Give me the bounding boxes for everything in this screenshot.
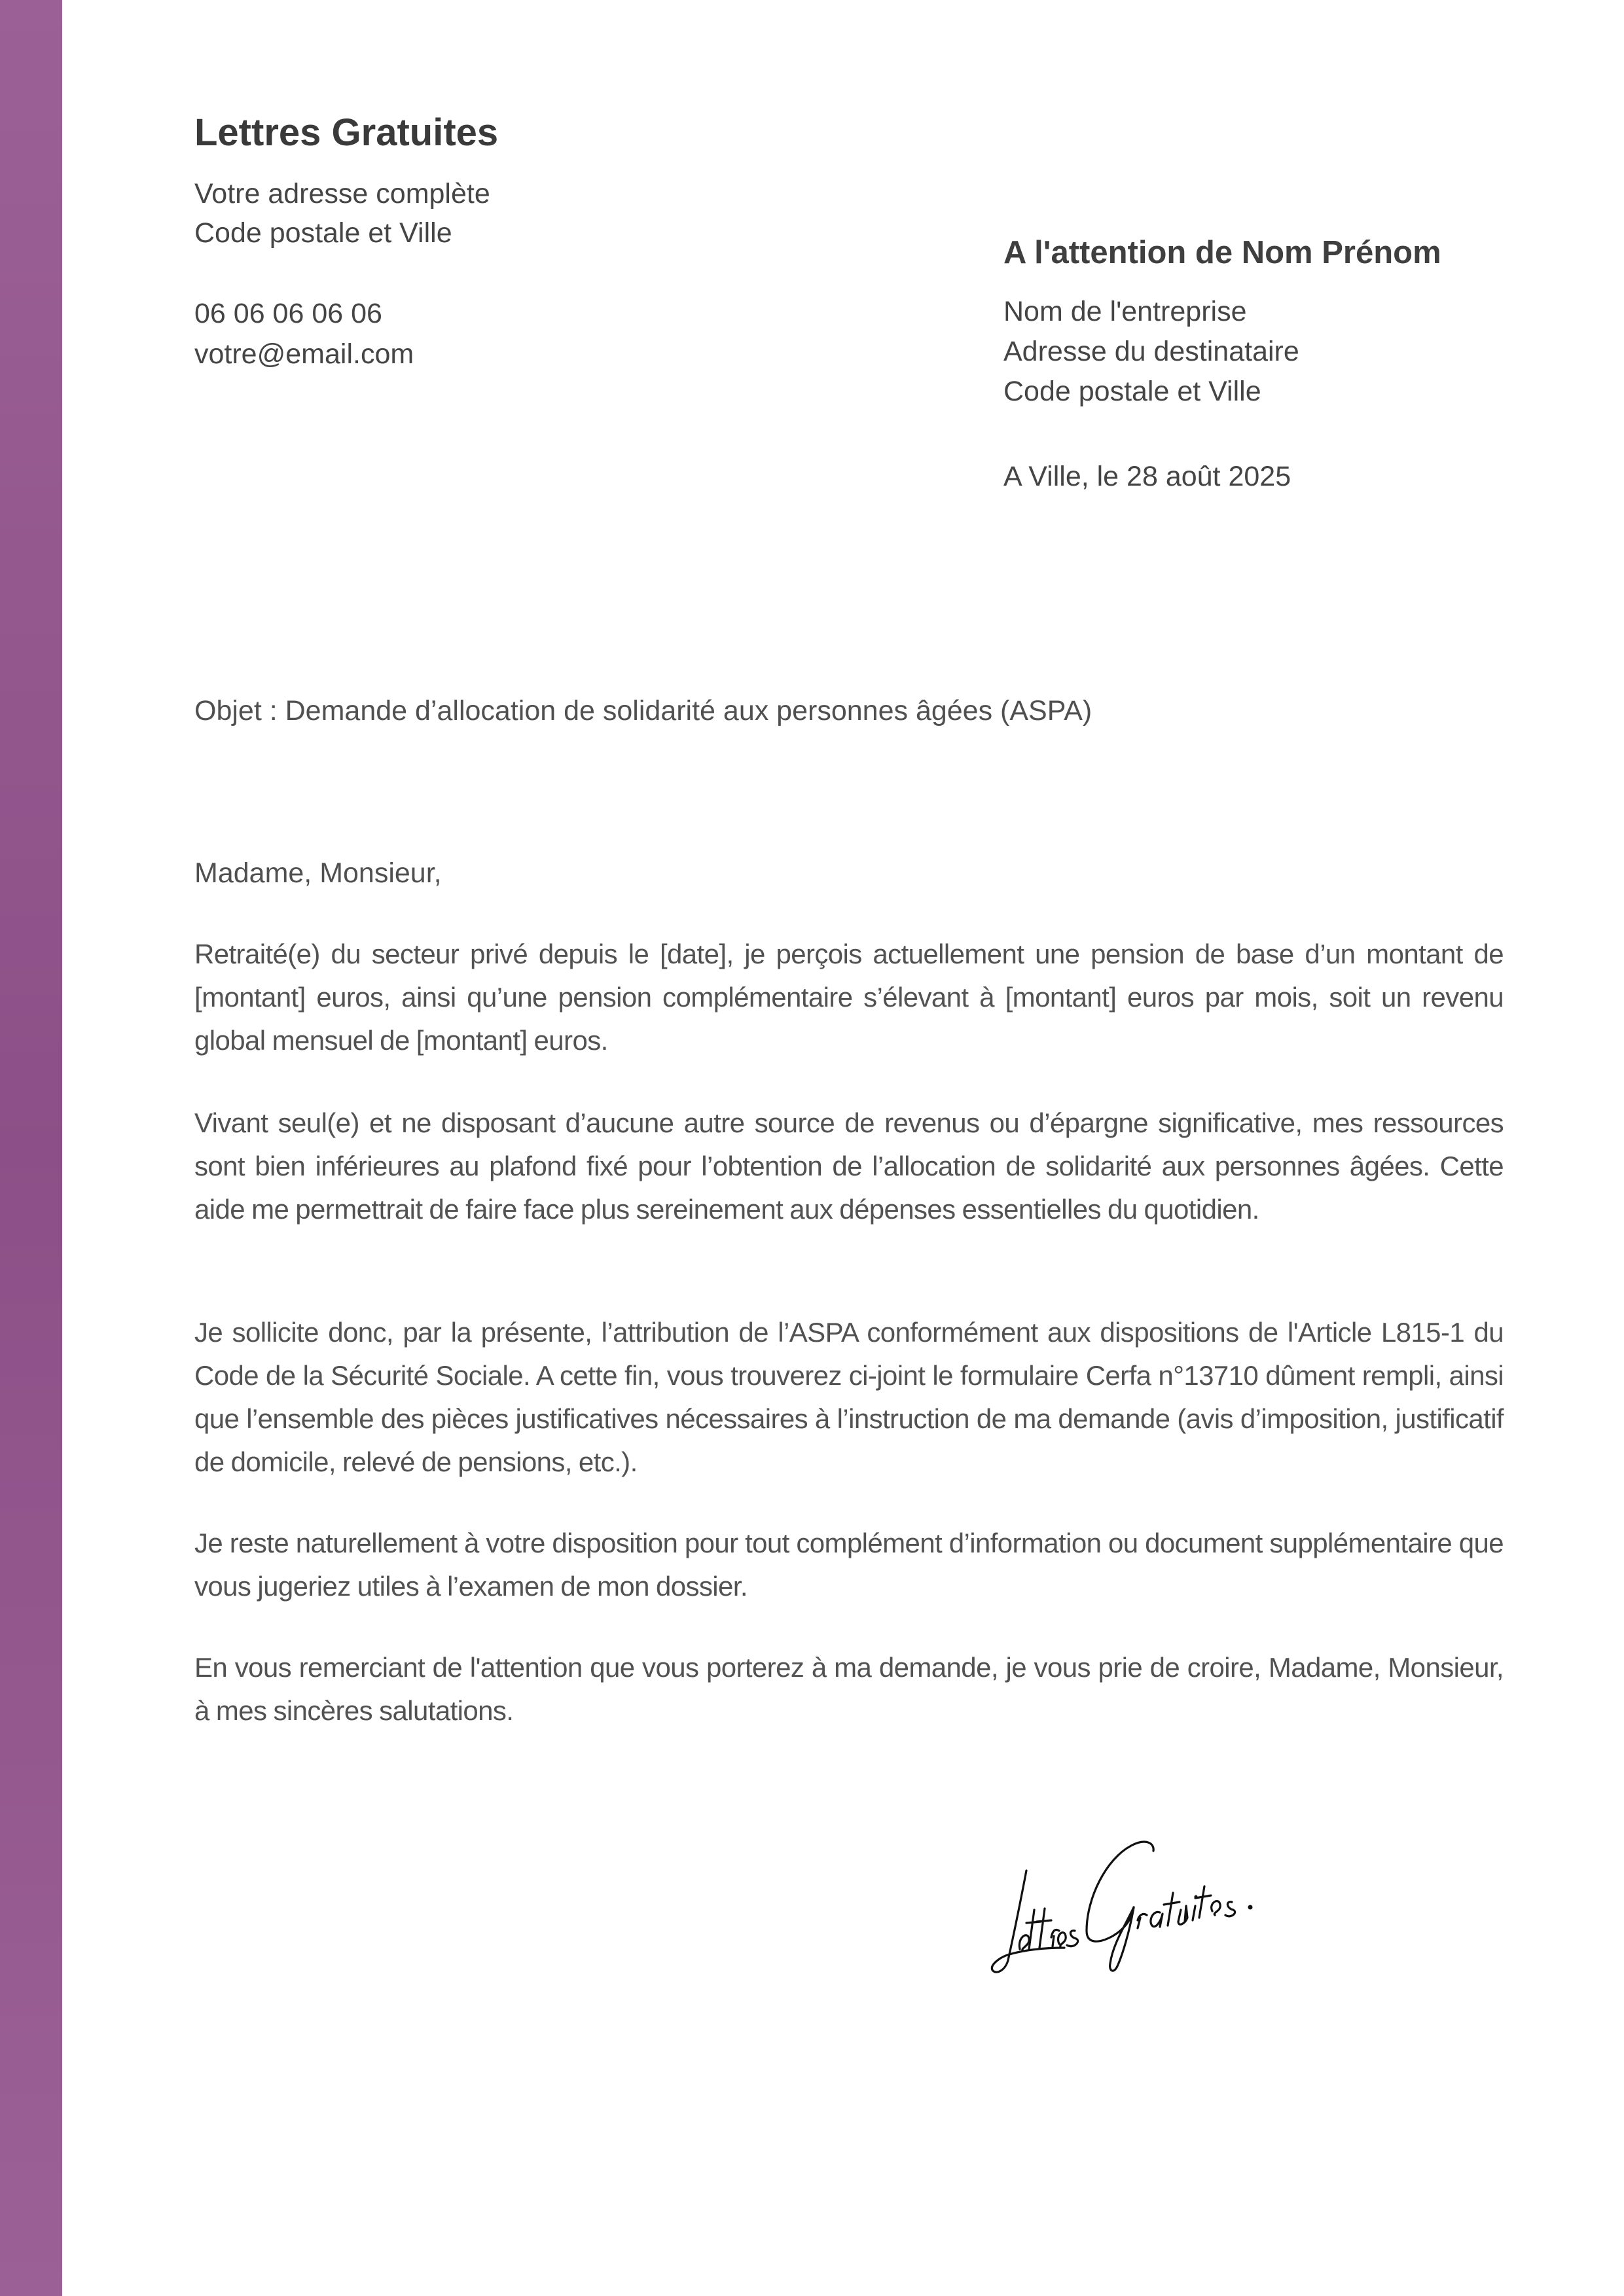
handwritten-signature xyxy=(982,1839,1362,1983)
closing-paragraph: En vous remerciant de l'attention que vous porterez à ma demande, je vous prie de croire, Madame, Monsieur, à mes sincères salutations. xyxy=(194,1652,1504,1726)
signature-graphic xyxy=(982,1839,1362,1983)
body-paragraph: Retraité(e) du secteur privé depuis le [date], je perçois actuellement une pension de base d’un montant de [montant] euros, ainsi qu’une pension complémentaire s’élevant à [montant] euros par mois, soit un revenu global mensuel de [montant] euros. xyxy=(194,939,1504,1056)
sender-contact xyxy=(194,293,414,374)
sender-name: Lettres Gratuites xyxy=(194,111,499,154)
body-paragraph: Je sollicite donc, par la présente, l’attribution de l’ASPA conformément aux dispositions de l'Article L815-1 du Code de la Sécurité Sociale. A cette fin, vous trouverez ci-joint le formulaire Cerfa n°13710 dûment rempli, ainsi que l’ensemble des pièces justificatives nécessaires à l’instruction de ma demande (avis d’imposition, justificatif de domicile, relevé de pensions, etc.). xyxy=(194,1317,1504,1477)
recipient-address xyxy=(1003,292,1299,412)
sender-address xyxy=(194,174,490,253)
body-paragraph: Je reste naturellement à votre disposition pour tout complément d’information ou document supplémentaire que vous jugeriez utiles à l’examen de mon dossier. xyxy=(194,1528,1504,1602)
sender-address-line: Code postale et Ville xyxy=(194,217,452,249)
letter-salutation: Madame, Monsieur, xyxy=(194,857,442,889)
body-paragraph: Vivant seul(e) et ne disposant d’aucune autre source de revenus ou d’épargne significative, mes ressources sont bien inférieures au plafond fixé pour l’obtention de l’allocation de solidarité aux personnes âgées. Cette aide me permettrait de faire face plus sereinement aux dépenses essentielles du quotidien. xyxy=(194,1107,1504,1225)
sender-phone: 06 06 06 06 06 xyxy=(194,298,382,329)
letter-subject: Objet : Demande d’allocation de solidarité aux personnes âgées (ASPA) xyxy=(194,695,1092,726)
recipient-company: Nom de l'entreprise xyxy=(1003,296,1247,327)
recipient-city: Code postale et Ville xyxy=(1003,376,1261,407)
decorative-sidebar xyxy=(0,0,62,2296)
sender-address-line: Votre adresse complète xyxy=(194,178,490,209)
sender-email: votre@email.com xyxy=(194,338,414,370)
recipient-heading: A l'attention de Nom Prénom xyxy=(1003,235,1441,270)
recipient-address-line: Adresse du destinataire xyxy=(1003,336,1299,367)
letter-date: A Ville, le 28 août 2025 xyxy=(1003,461,1291,492)
